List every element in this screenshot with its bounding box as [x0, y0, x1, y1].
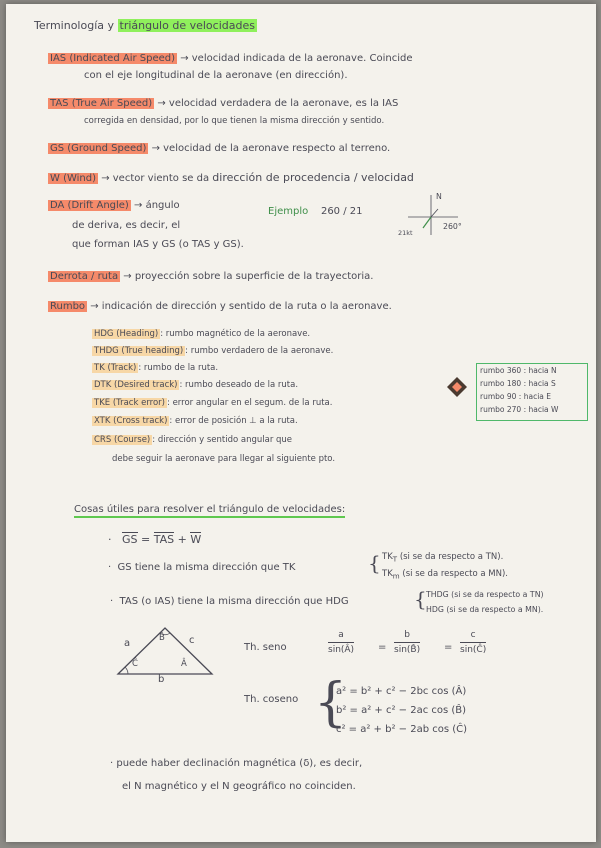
rumbo-definition	[48, 302, 392, 312]
def-dtk-text: : rumbo deseado de la ruta.	[179, 380, 299, 390]
rumbo-box-row-s: rumbo 180 : hacia S	[480, 379, 556, 388]
bullet-1: ·	[108, 533, 112, 546]
declination-line-2: el N magnético y el N geográfico no coinciden.	[122, 781, 356, 792]
derrota-line-1: → proyección sobre la superficie de la trayectoria.	[123, 271, 374, 282]
da-line-3: que forman IAS y GS (o TAS y GS).	[72, 239, 244, 250]
example-label: Ejemplo	[268, 206, 309, 217]
tk-line	[108, 563, 295, 573]
vec-plus: +	[177, 533, 187, 546]
tk-option-m: $TK_m$ (si se da respecto a MN).	[382, 569, 508, 581]
coseno-brace: {	[314, 673, 348, 733]
compass-speed-label: 21kt	[398, 229, 413, 237]
triangle-side-b: b	[158, 674, 165, 685]
coseno-eq-c: c² = a² + b² − 2ab cos (Ĉ)	[336, 724, 468, 735]
def-crs-term: CRS (Course)	[94, 435, 151, 445]
def-crs-text: : dirección y sentido angular que	[152, 435, 293, 445]
tas-line-2: corregida en densidad, por lo que tienen la misma dirección y sentido.	[84, 116, 385, 126]
tas-term: TAS (True Air Speed)	[50, 98, 153, 109]
hdg-option-m: HDG (si se da respecto a MN).	[426, 605, 544, 614]
coseno-eq-a: a² = b² + c² − 2bc cos (Â)	[336, 686, 467, 697]
tas-line-1: → velocidad verdadera de la aeronave, es la IAS	[157, 98, 399, 109]
def-dtk-term: DTK (Desired track)	[94, 380, 178, 390]
def-tk-text: : rumbo de la ruta.	[138, 363, 219, 373]
def-tke-term: TKE (Track error)	[94, 398, 165, 408]
w-line-1b: dirección de procedencia / velocidad	[212, 171, 414, 184]
rumbo-cardinal-box	[476, 363, 588, 421]
da-definition	[48, 201, 180, 211]
def-tk-term: TK (Track)	[94, 363, 137, 373]
tas-definition	[48, 99, 398, 109]
ias-definition	[48, 54, 412, 64]
seno-eq-2: =	[444, 642, 453, 653]
derrota-term: Derrota / ruta	[50, 271, 119, 282]
da-term: DA (Drift Angle)	[50, 200, 129, 211]
compass-n-label: N	[436, 192, 442, 201]
def-dtk	[92, 381, 298, 390]
ias-line-1: → velocidad indicada de la aeronave. Coincide	[180, 53, 413, 64]
vec-w: W	[190, 533, 202, 546]
seno-fraction-a: $\frac{a}{\sin(Â)}$	[328, 630, 355, 655]
seno-fraction-b: $\frac{b}{\sin(B̂)}$	[394, 630, 421, 655]
triangle-angle-a: Â	[181, 659, 187, 669]
def-xtk-term: XTK (Cross track)	[94, 416, 168, 426]
vec-eq: =	[141, 533, 151, 546]
def-tk	[92, 364, 218, 373]
def-tke-text: : error angular en el segum. de la ruta.	[167, 398, 333, 408]
def-thdg-term: THDG (True heading)	[94, 346, 184, 356]
da-line-2: de deriva, es decir, el	[72, 220, 181, 231]
derrota-definition	[48, 272, 373, 282]
page-title	[34, 20, 257, 31]
da-line-1: → ángulo	[134, 200, 180, 211]
section-2-title: Cosas útiles para resolver el triángulo de velocidades:	[74, 505, 345, 515]
def-thdg	[92, 347, 333, 356]
seno-theorem-label: Th. seno	[244, 642, 287, 653]
def-hdg-term: HDG (Heading)	[94, 329, 159, 339]
title-highlight: triángulo de velocidades	[119, 19, 255, 32]
rumbo-box-row-n: rumbo 360 : hacia N	[480, 366, 557, 375]
vector-equation	[108, 534, 201, 545]
triangle-side-c: c	[189, 635, 195, 646]
vec-gs: GS	[122, 533, 138, 546]
diamond-marker-icon	[446, 376, 468, 398]
vec-tas: TAS	[153, 533, 175, 546]
w-term: W (Wind)	[50, 173, 97, 184]
coseno-eq-b: b² = a² + c² − 2ac cos (B̂)	[336, 705, 467, 716]
rumbo-line-1: → indicación de dirección y sentido de la ruta o la aeronave.	[90, 301, 392, 312]
def-hdg	[92, 330, 310, 339]
w-definition	[48, 172, 414, 184]
compass-wind-label: 260°	[443, 222, 462, 231]
tk-line-text: GS tiene la misma dirección que TK	[117, 562, 296, 573]
def-tke	[92, 399, 332, 408]
hdg-option-t: THDG (si se da respecto a TN)	[426, 590, 544, 599]
def-xtk-text: : error de posición ⊥ a la ruta.	[169, 416, 298, 426]
rumbo-box-row-e: rumbo 90 : hacia E	[480, 392, 551, 401]
gs-term: GS (Ground Speed)	[50, 143, 147, 154]
seno-eq-1: =	[378, 642, 387, 653]
w-line-1: → vector viento se da	[101, 173, 210, 184]
ias-line-2: con el eje longitudinal de la aeronave (en dirección).	[84, 70, 348, 81]
tk-option-t: $TK_T$ (si se da respecto a TN).	[382, 552, 504, 564]
triangle-side-a: a	[124, 638, 131, 649]
gs-line-1: → velocidad de la aeronave respecto al terreno.	[151, 143, 391, 154]
declination-line-1: · puede haber declinación magnética (δ), es decir,	[110, 758, 363, 769]
coseno-theorem-label: Th. coseno	[244, 694, 299, 705]
seno-fraction-c: $\frac{c}{\sin(Ĉ)}$	[460, 630, 487, 655]
example-value: 260 / 21	[320, 206, 363, 217]
hdg-line-text: TAS (o IAS) tiene la misma dirección que HDG	[119, 596, 349, 607]
triangle-angle-b: B̂	[159, 633, 165, 643]
def-thdg-text: : rumbo verdadero de la aeronave.	[185, 346, 334, 356]
def-crs-line-2: debe seguir la aeronave para llegar al siguiente pto.	[112, 454, 336, 464]
ias-term: IAS (Indicated Air Speed)	[50, 53, 176, 64]
title-plain: Terminología y	[34, 19, 114, 32]
notebook-page	[6, 4, 596, 842]
rumbo-box-row-w: rumbo 270 : hacia W	[480, 405, 559, 414]
triangle-diagram	[110, 620, 220, 680]
rumbo-term: Rumbo	[50, 301, 86, 312]
tk-brace: {	[368, 551, 381, 575]
def-xtk	[92, 417, 298, 426]
example	[268, 207, 363, 217]
hdg-line	[110, 597, 349, 607]
triangle-angle-c: Ĉ	[132, 659, 138, 669]
hdg-brace: {	[414, 587, 427, 611]
bullet-3: ·	[110, 596, 114, 607]
bullet-2: ·	[108, 562, 112, 573]
bullet-4: ·	[110, 758, 114, 769]
gs-definition	[48, 144, 390, 154]
def-crs	[92, 436, 292, 445]
def-hdg-text: : rumbo magnético de la aeronave.	[160, 329, 311, 339]
